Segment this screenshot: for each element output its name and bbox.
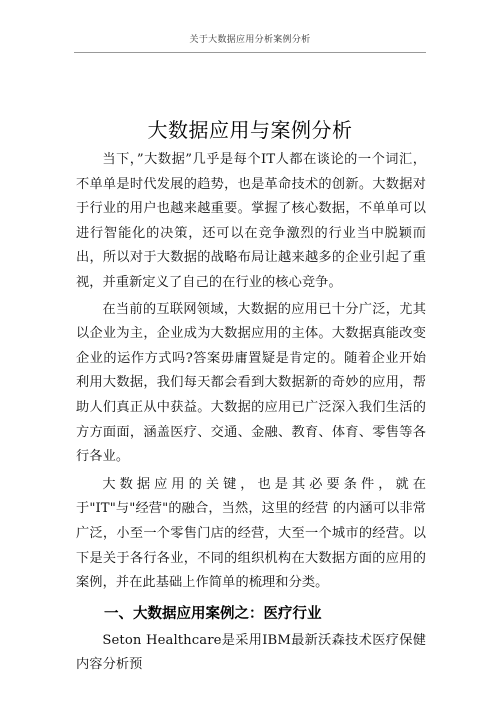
section-heading-medical: 一、大数据应用案例之：医疗行业: [104, 605, 322, 622]
paragraph-internet: 在当前的互联网领域，大数据的应用已十分广泛，尤其以企业为主，企业成为大数据应用的主体。大数据真能改变企业的运作方式吗?答案毋庸置疑是肯定的。随着企业开始利用大数据，我们每天都会看到大数据新的奇妙的应用，帮助人们真正从中获益。大数据的应用已广泛深入我们生活的方方面面，涵盖医疗、交通、金融、教育、体育、零售等各行各业。: [76, 301, 426, 465]
header-rule: [74, 52, 426, 53]
document-body: [76, 148, 426, 678]
running-header: 关于大数据应用分析案例分析: [189, 35, 311, 45]
paragraph-key: 大数据应用的关键，也是其必要条件，就在于"IT"与"经营"的融合，当然，这里的经营 的内涵可以非常广泛，小至一个零售门店的经营，大至一个城市的经营。以下是关于各行各业，不同的组织机构在大数据方面的应用的案例，并在此基础上作简单的梳理和分类。: [76, 476, 426, 591]
document-title: 大数据应用与案例分析: [147, 118, 353, 142]
paragraph-intro: 当下，”大数据”几乎是每个IT人都在谈论的一个词汇，不单单是时代发展的趋势，也是革命技术的创新。大数据对于行业的用户也越来越重要。掌握了核心数据，不单单可以进行智能化的决策，还可以在竞争激烈的行业当中脱颖而出，所以对于大数据的战略布局让越来越多的企业引起了重视，并重新定义了自己的在行业的核心竞争。: [76, 152, 426, 290]
paragraph-seton: Seton Healthcare是采用IBM最新沃森技术医疗保健内容分析预: [76, 632, 426, 673]
